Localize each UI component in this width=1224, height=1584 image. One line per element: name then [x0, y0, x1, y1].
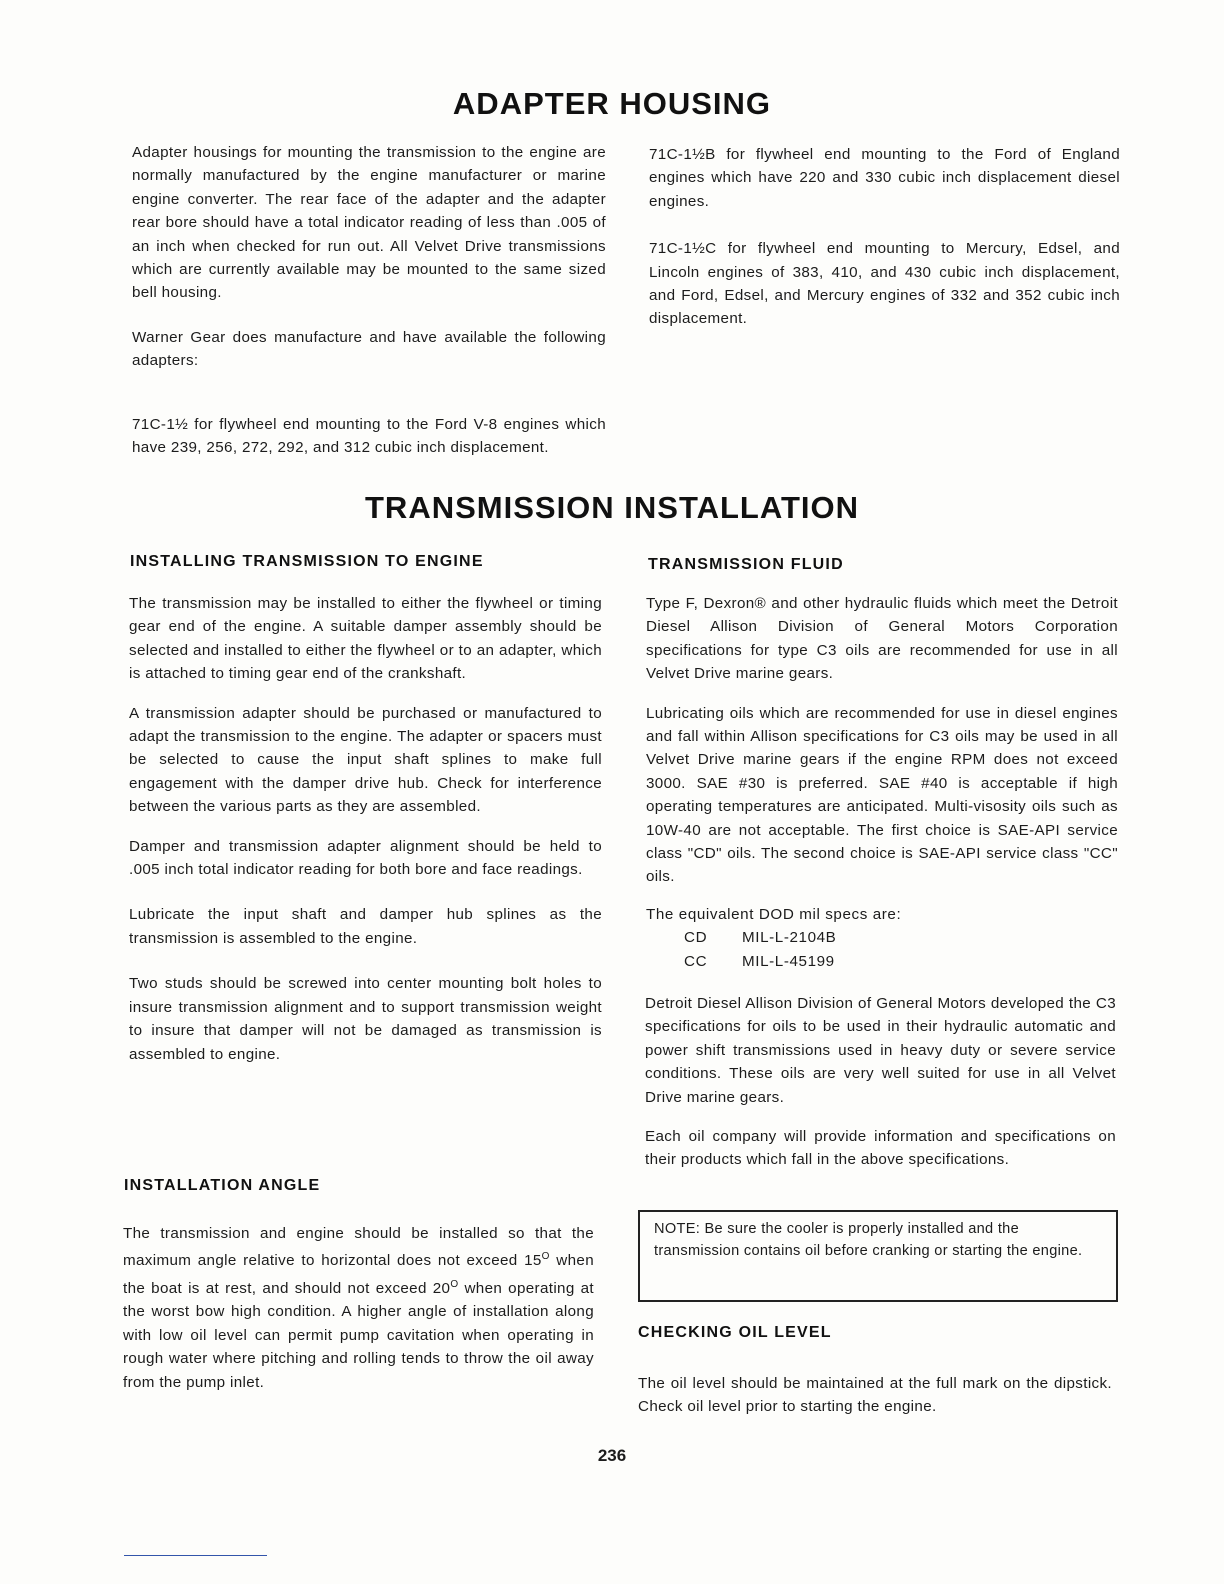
fluid-paragraph: Lubricating oils which are recommended for use in diesel engines and fall within Allison specifications for C3 oils may be used in all Velvet Drive marine gears if the engine RPM does not exceed 3000. SAE #30 is preferred. SAE #40 is acceptable if high operating temperatures are anticipated. Multi-visosity oils such as 10W-40 are not acceptable. The first choice is SAE-API service class "CD" oils. The second choice is SAE-API service class "CC" oils. — [646, 704, 1118, 886]
transmission-fluid-heading: TRANSMISSION FLUID — [648, 556, 844, 573]
angle-text-part: when the boat is at rest, and should not exceed 20 — [123, 1252, 595, 1297]
installation-angle-heading: INSTALLATION ANGLE — [124, 1177, 321, 1194]
installing-text — [129, 592, 602, 1066]
note-box — [638, 1210, 1118, 1302]
checking-oil-level-heading: CHECKING OIL LEVEL — [638, 1324, 832, 1341]
fluid-text — [646, 592, 1118, 889]
adapter-left-column — [132, 141, 606, 459]
adapter-paragraph: Adapter housings for mounting the transmission to the engine are normally manufactured by the engine manufacturer or marine engine converter. The rear face of the adapter and the adapter rear bore should have a total indicator reading of less than .005 of an inch when checked for run out. All Velvet Drive transmissions which are currently available may be mounted to the same sized bell housing. — [132, 144, 606, 302]
spec-code: CC — [684, 952, 708, 970]
dod-specs-intro: The equivalent DOD mil specs are: — [646, 906, 902, 923]
installing-heading: INSTALLING TRANSMISSION TO ENGINE — [130, 553, 484, 570]
fluid-text-2 — [645, 992, 1116, 1172]
adapter-paragraph: 71C-1½ for flywheel end mounting to the Ford V-8 engines which have 239, 256, 272, 292, and 312 cubic inch displacement. — [132, 415, 606, 457]
dod-specs — [646, 903, 1118, 973]
adapter-right-column — [649, 143, 1120, 331]
installing-paragraph: A transmission adapter should be purchased or manufactured to adapt the transmission to the engine. The adapter or spacers must be selected to cause the input shaft splines to make full engagement with the damper drive hub. Check for interference between the various parts as they are assembled. — [129, 704, 602, 816]
installing-paragraph: The transmission may be installed to either the flywheel or timing gear end of the engine. A suitable damper assembly should be selected and installed to either the flywheel or to an adapter, which is attached to timing gear end of the crankshaft. — [129, 595, 602, 683]
adapter-housing-title: ADAPTER HOUSING — [452, 86, 772, 121]
fluid-paragraph: Detroit Diesel Allison Division of General Motors developed the C3 specifications for oils to be used in their hydraulic automatic and power shift transmissions used in heavy duty or severe service conditions. These oils are very well suited for use in all Velvet Drive marine gears. — [645, 995, 1116, 1106]
oil-level-text — [638, 1372, 1112, 1419]
angle-text-part: The transmission and engine should be installed so that the maximum angle relative to horizontal does not exceed 15 — [123, 1225, 594, 1270]
transmission-installation-title: TRANSMISSION INSTALLATION — [365, 490, 859, 525]
installing-paragraph: Lubricate the input shaft and damper hub splines as the transmission is assembled to the engine. — [129, 906, 602, 947]
spec-row — [646, 950, 1118, 973]
note-text: NOTE: Be sure the cooler is properly installed and the transmission contains oil before cranking or starting the engine. — [654, 1221, 1083, 1259]
angle-text-part: when operating at the worst bow high condition. A higher angle of installation along with low oil level can permit pump cavitation when operating in rough water where pitching and rolling tends to throw the oil away from the pump inlet. — [123, 1279, 594, 1391]
spec-code: CD — [684, 929, 708, 947]
angle-text — [123, 1222, 594, 1394]
adapter-paragraph: 71C-1½B for flywheel end mounting to the Ford of England engines which have 220 and 330 cubic inch displacement diesel engines. — [649, 146, 1120, 210]
spec-value: MIL-L-2104B — [742, 929, 837, 947]
adapter-paragraph: 71C-1½C for flywheel end mounting to Mercury, Edsel, and Lincoln engines of 383, 410, and 430 cubic inch displacement, and Ford, Edsel, and Mercury engines of 332 and 352 cubic inch displacement. — [649, 240, 1120, 328]
installing-paragraph: Damper and transmission adapter alignment should be held to .005 inch total indicator reading for both bore and face readings. — [129, 837, 602, 879]
spec-row — [646, 926, 1118, 949]
fluid-paragraph: Type F, Dexron® and other hydraulic fluids which meet the Detroit Diesel Allison Division of General Motors Corporation specifications for type C3 oils are recommended for use in all Velvet Drive marine gears. — [646, 595, 1118, 683]
installing-paragraph: Two studs should be screwed into center mounting bolt holes to insure transmission alignment and to support transmission weight to insure that damper will not be damaged as transmission is assembled to engine. — [129, 975, 602, 1063]
page-number: 236 — [597, 1446, 627, 1465]
footer-rule — [124, 1555, 267, 1556]
oil-level-paragraph: The oil level should be maintained at the full mark on the dipstick. Check oil level prior to starting the engine. — [638, 1375, 1112, 1416]
degree-mark: O — [450, 1278, 459, 1290]
degree-mark: O — [541, 1251, 550, 1263]
spec-value: MIL-L-45199 — [742, 952, 835, 970]
adapter-paragraph: Warner Gear does manufacture and have available the following adapters: — [132, 328, 606, 370]
fluid-paragraph: Each oil company will provide information and specifications on their products which fall in the above specifications. — [645, 1128, 1116, 1169]
angle-paragraph — [123, 1222, 594, 1394]
